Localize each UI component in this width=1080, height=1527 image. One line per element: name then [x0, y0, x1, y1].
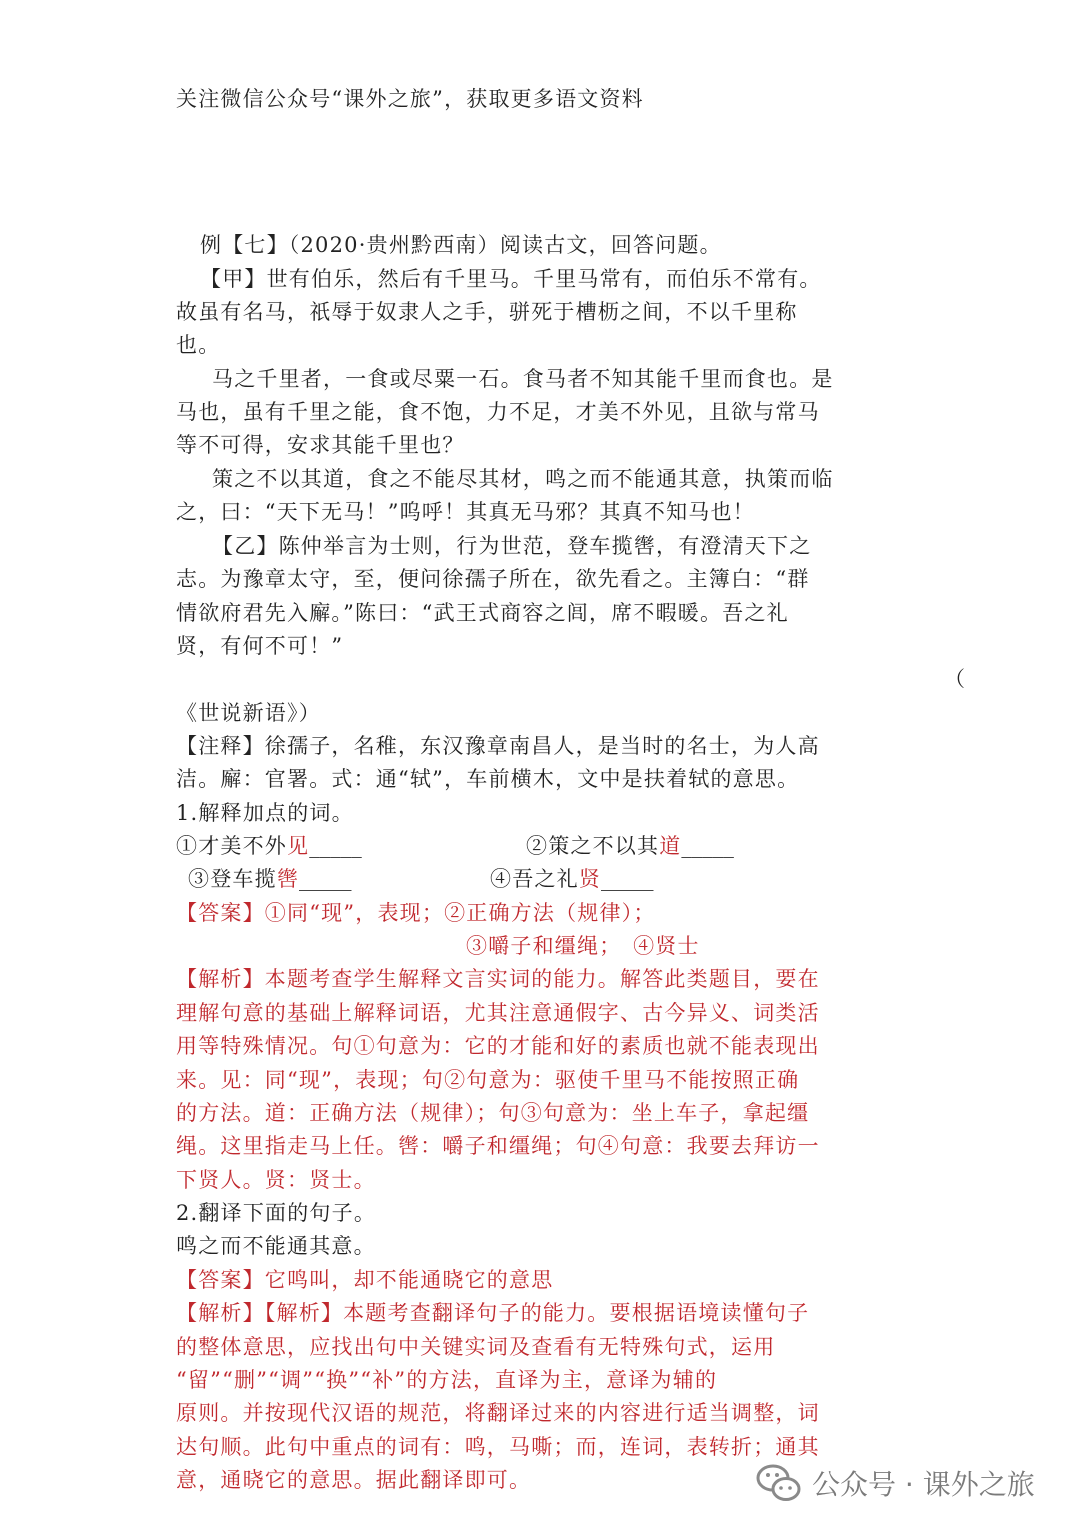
q1-item-text: ③登车揽 — [188, 867, 277, 891]
passage-line: 之，曰：“天下无马！”呜呼！其真无马邪？其真不知马也！ — [176, 500, 755, 524]
analysis-line: 绳。这里指走马上任。辔：嚼子和缰绳；句④句意：我要去拜访一 — [176, 1134, 820, 1158]
q1-answer-cont: ③嚼子和缰绳； ④贤士 — [466, 934, 700, 958]
q1-item — [526, 829, 734, 863]
analysis-line: “留”“删”“调”“换”“补”的方法，直译为主，意译为辅的 — [176, 1368, 718, 1392]
header-notice: 关注微信公众号“课外之旅”，获取更多语文资料 — [176, 87, 644, 111]
source: 《世说新语》） — [176, 701, 321, 725]
analysis-line: 用等特殊情况。句①句意为：它的才能和好的素质也就不能表现出 — [176, 1034, 820, 1058]
analysis-line: 【解析】【解析】本题考查翻译句子的能力。要根据语境读懂句子 — [176, 1301, 810, 1325]
analysis-line: 来。见：同“现”，表现；句②句意为：驱使千里马不能按照正确 — [176, 1068, 800, 1092]
source-paren: （ — [944, 667, 967, 691]
answer-blank: _____ — [309, 834, 362, 858]
q1-item-word: 见 — [287, 834, 310, 858]
passage-line: 贤，有何不可！” — [176, 634, 344, 658]
q2-prompt: 2.翻译下面的句子。 — [176, 1201, 377, 1225]
q1-item-word: 贤 — [578, 867, 602, 891]
watermark-text: 公众号 · 课外之旅 — [812, 1468, 1035, 1501]
q2-sentence: 鸣之而不能通其意。 — [176, 1234, 376, 1258]
passage-line: 情欲府君先入廨。”陈曰：“武王式商容之闾，席不暇暖。吾之礼 — [176, 601, 789, 625]
analysis-line: 【解析】本题考查学生解释文言实词的能力。解答此类题目，要在 — [176, 967, 820, 991]
q1-item-word: 道 — [659, 834, 682, 858]
passage-line: 马也，虽有千里之能，食不饱，力不足，才美不外见，且欲与常马 — [176, 400, 820, 424]
analysis-line: 达句顺。此句中重点的词有：鸣，马嘶；而，连词，表转折；通其 — [176, 1435, 820, 1459]
q1-item — [176, 829, 362, 863]
passage-line: 【甲】世有伯乐，然后有千里马。千里马常有，而伯乐不常有。 — [200, 267, 822, 291]
q1-item-text: ①才美不外 — [176, 834, 287, 858]
passage-line: 志。为豫章太守，至，便问徐孺子所在，欲先看之。主簿白：“群 — [176, 567, 810, 591]
q1-item — [490, 862, 654, 896]
answer-blank: _____ — [601, 867, 654, 891]
analysis-line: 理解句意的基础上解释词语，尤其注意通假字、古今异义、词类活 — [176, 1001, 820, 1025]
passage-line: 马之千里者，一食或尽粟一石。食马者不知其能千里而食也。是 — [212, 367, 834, 391]
analysis-line: 的方法。道：正确方法（规律）；句③句意为：坐上车子，拿起缰 — [176, 1101, 810, 1125]
q2-answer: 【答案】它鸣叫，却不能通晓它的意思 — [176, 1268, 554, 1292]
q1-answer: 【答案】①同“现”，表现；②正确方法（规律）； — [176, 901, 656, 925]
q1-prompt: 1.解释加点的词。 — [176, 801, 354, 825]
analysis-line: 原则。并按现代汉语的规范，将翻译过来的内容进行适当调整，词 — [176, 1401, 820, 1425]
wechat-icon — [756, 1463, 802, 1503]
passage-line: 也。 — [176, 333, 221, 357]
answer-blank: _____ — [299, 867, 352, 891]
q1-item — [188, 862, 352, 896]
analysis-line: 下贤人。贤：贤士。 — [176, 1168, 376, 1192]
passage-line: 策之不以其道，食之不能尽其材，鸣之而不能通其意，执策而临 — [212, 467, 834, 491]
watermark — [756, 1458, 1035, 1508]
question-title: 例【七】（2020·贵州黔西南）阅读古文，回答问题。 — [200, 233, 722, 257]
analysis-line: 意，通晓它的意思。据此翻译即可。 — [176, 1468, 532, 1492]
note-line: 洁。廨：官署。式：通“轼”，车前横木，文中是扶着轼的意思。 — [176, 767, 800, 791]
passage-line: 故虽有名马，祇辱于奴隶人之手，骈死于槽枥之间，不以千里称 — [176, 300, 798, 324]
analysis-line: 的整体意思，应找出句中关键实词及查看有无特殊句式，运用 — [176, 1335, 776, 1359]
passage-line: 等不可得，安求其能千里也？ — [176, 433, 465, 457]
q1-item-text: ④吾之礼 — [490, 867, 579, 891]
note-line: 【注释】徐孺子，名稚，东汉豫章南昌人，是当时的名士，为人高 — [176, 734, 820, 758]
q1-item-text: ②策之不以其 — [526, 834, 660, 858]
passage-line: 【乙】陈仲举言为士则，行为世范，登车揽辔，有澄清天下之 — [212, 534, 812, 558]
q1-item-word: 辔 — [276, 867, 300, 891]
answer-blank: _____ — [681, 834, 734, 858]
